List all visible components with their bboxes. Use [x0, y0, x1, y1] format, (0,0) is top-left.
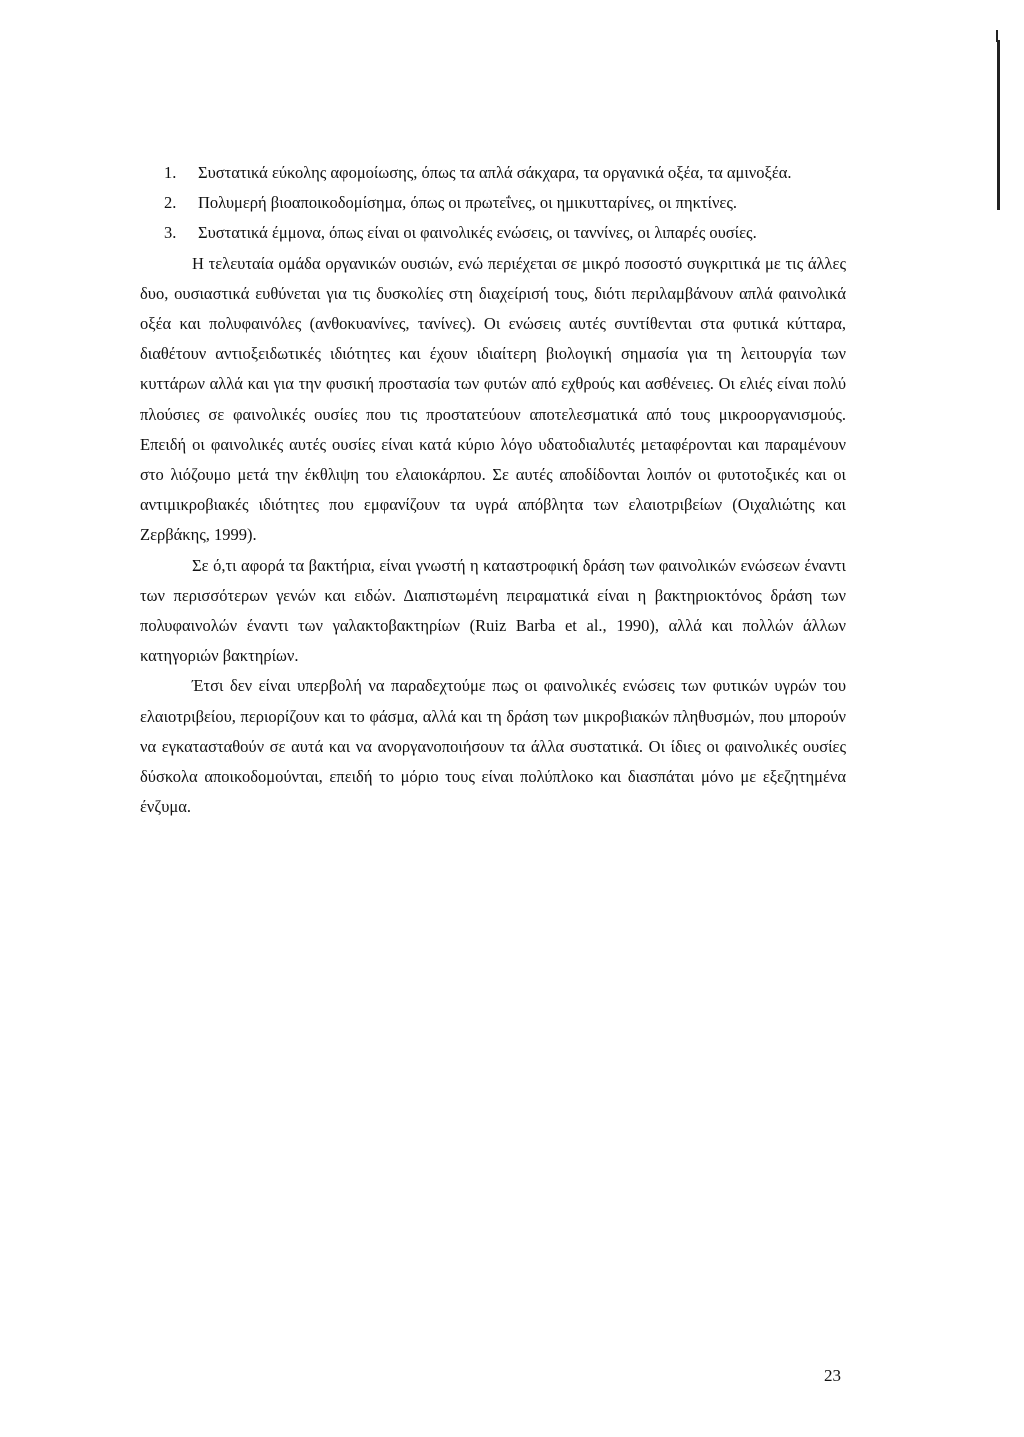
list-item	[140, 218, 846, 248]
list-item-text: Πολυμερή βιοαποικοδομίσημα, όπως οι πρωτεΐνες, οι ημικυτταρίνες, οι πηκτίνες.	[198, 193, 738, 213]
list-item-number: 2.	[164, 193, 177, 213]
scan-edge-mark	[997, 40, 1000, 210]
page-number: 23	[824, 1366, 841, 1385]
body-paragraph: Σε ό,τι αφορά τα βακτήρια, είναι γνωστή η καταστροφική δράση των φαινολικών ενώσεων έναντι των περισσότερων γενών και ειδών. Διαπιστωμένη πειραματικά είναι η βακτηριοκτόνος δράση των πολυφαινολών έναντι των γαλακτοβακτηρίων (Ruiz Barba et al., 1990), αλλά και πολλών άλλων κατηγοριών βακτηρίων.	[140, 555, 846, 666]
list-item-text: Συστατικά έμμονα, όπως είναι οι φαινολικές ενώσεις, οι ταννίνες, οι λιπαρές ουσίες.	[198, 223, 757, 243]
body-paragraph: Έτσι δεν είναι υπερβολή να παραδεχτούμε πως οι φαινολικές ενώσεις των φυτικών υγρών του ελαιοτριβείου, περιορίζουν και το φάσμα, αλλά και τη δράση των μικροβιακών πληθυσμών, που μπορούν να εγκατασταθούν σε αυτά και να ανοργανοποιήσουν τα άλλα συστατικά. Οι ίδιες οι φαινολικές ουσίες δύσκολα αποικοδομούνται, επειδή το μόριο τους είναι πολύπλοκο και διασπάται μόνο με εξεζητημένα ένζυμα.	[140, 676, 846, 817]
list-item-number: 1.	[164, 163, 177, 182]
document-page	[140, 158, 846, 822]
list-item	[140, 158, 846, 188]
list-item	[140, 188, 846, 218]
list-item-text: Συστατικά εύκολης αφομοίωσης, όπως τα απλά σάκχαρα, τα οργανικά οξέα, τα αμινοξέα.	[198, 163, 792, 182]
list-item-number: 3.	[164, 223, 177, 243]
body-paragraph: Η τελευταία ομάδα οργανικών ουσιών, ενώ περιέχεται σε μικρό ποσοστό συγκριτικά με τις άλλες δυο, ουσιαστικά ευθύνεται για τις δυσκολίες στη διαχείρισή τους, διότι περιλαμβάνουν απλά φαινολικά οξέα και πολυφαινόλες (ανθοκυανίνες, τανίνες). Οι ενώσεις αυτές συντίθενται στα φυτικά κύτταρα, διαθέτουν αντιοξειδωτικές ιδιότητες και έχουν ιδιαίτερη βιολογική σημασία για τη λειτουργία των κυττάρων αλλά και για την φυσική προστασία των φυτών από εχθρούς και ασθένειες. Οι ελιές είναι πολύ πλούσιες σε φαινολικές ουσίες που τις προστατεύουν αποτελεσματικά από τους μικροοργανισμούς. Επειδή οι φαινολικές αυτές ουσίες είναι κατά κύριο λόγο υδατοδιαλυτές μεταφέρονται και παραμένουν στο λιόζουμο μετά την έκθλιψη του ελαιοκάρπου. Σε αυτές αποδίδονται λοιπόν οι φυτοτοξικές και οι αντιμικροβιακές ιδιότητες που εμφανίζουν τα υγρά απόβλητα των ελαιοτριβείων (Οιχαλιώτης και Ζερβάκης, 1999).	[140, 253, 846, 545]
numbered-list	[140, 158, 846, 249]
